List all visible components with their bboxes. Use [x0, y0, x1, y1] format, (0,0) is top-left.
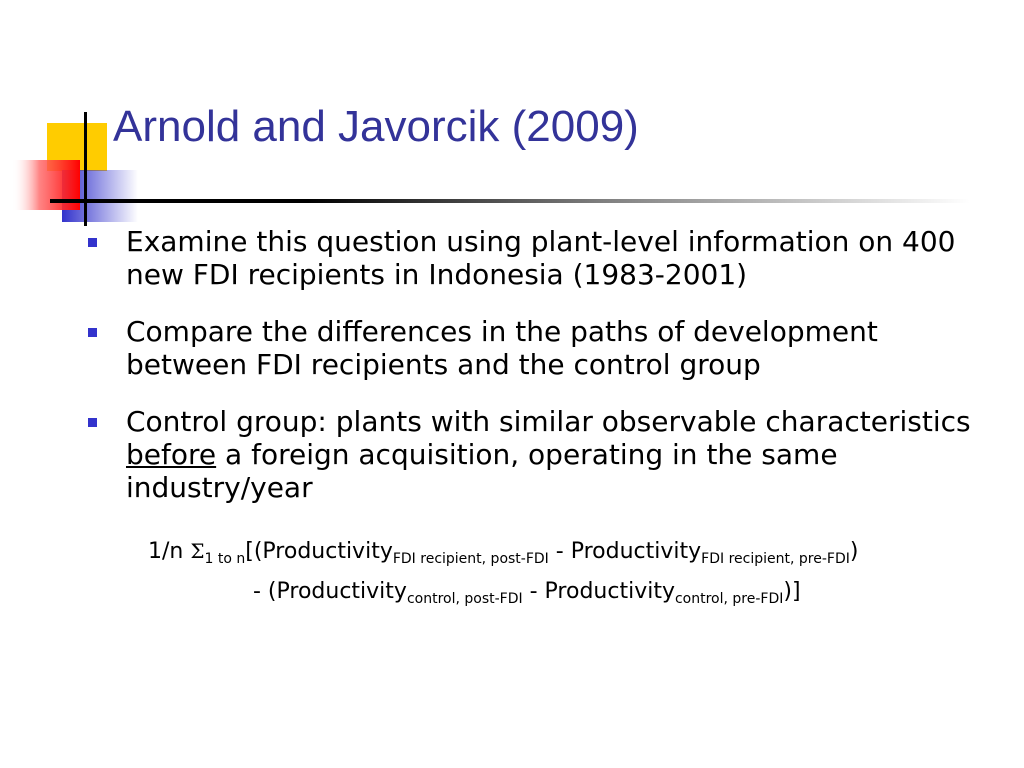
bullet-item: [88, 405, 988, 504]
vertical-line: [84, 112, 87, 226]
bullet-marker-icon: [88, 328, 97, 337]
bullet-text: Compare the differences in the paths of development between FDI recipients and the control group: [126, 315, 878, 381]
bullet-text: Examine this question using plant-level information on 400 new FDI recipients in Indonesia (1983-2001): [126, 225, 956, 291]
bullet-marker-icon: [88, 238, 97, 247]
underlined-word: before: [126, 438, 217, 471]
formula-subscript: control, pre-FDI: [674, 591, 784, 607]
bullet-list: [88, 225, 988, 528]
slide-title: Arnold and Javorcik (2009): [113, 102, 639, 151]
bullet-item: [88, 315, 988, 381]
sigma-symbol: Σ: [190, 539, 205, 563]
formula-text: - (Productivity: [253, 579, 407, 604]
formula-subscript: FDI recipient, post-FDI: [392, 551, 549, 567]
formula-line-2: [253, 578, 801, 606]
bullet-marker-icon: [88, 418, 97, 427]
formula-subscript: FDI recipient, pre-FDI: [701, 551, 850, 567]
formula-text: [(Productivity: [245, 539, 393, 564]
formula-text: - Productivity: [522, 579, 675, 604]
bullet-text-part: Control group: plants with similar observable characteristics: [126, 405, 971, 438]
formula-text: ): [849, 539, 859, 564]
formula-subscript: control, post-FDI: [406, 591, 523, 607]
bullet-text-part: a foreign acquisition, operating in the same industry/year: [126, 438, 838, 504]
formula-text: )]: [783, 579, 801, 604]
formula-prefix: 1/n: [148, 539, 191, 564]
sigma-subscript: 1 to n: [204, 551, 246, 567]
formula-text: - Productivity: [548, 539, 702, 564]
bullet-text: [126, 405, 971, 504]
formula-line-1: [148, 537, 858, 566]
bullet-item: [88, 225, 988, 291]
title-underline: [50, 199, 970, 203]
